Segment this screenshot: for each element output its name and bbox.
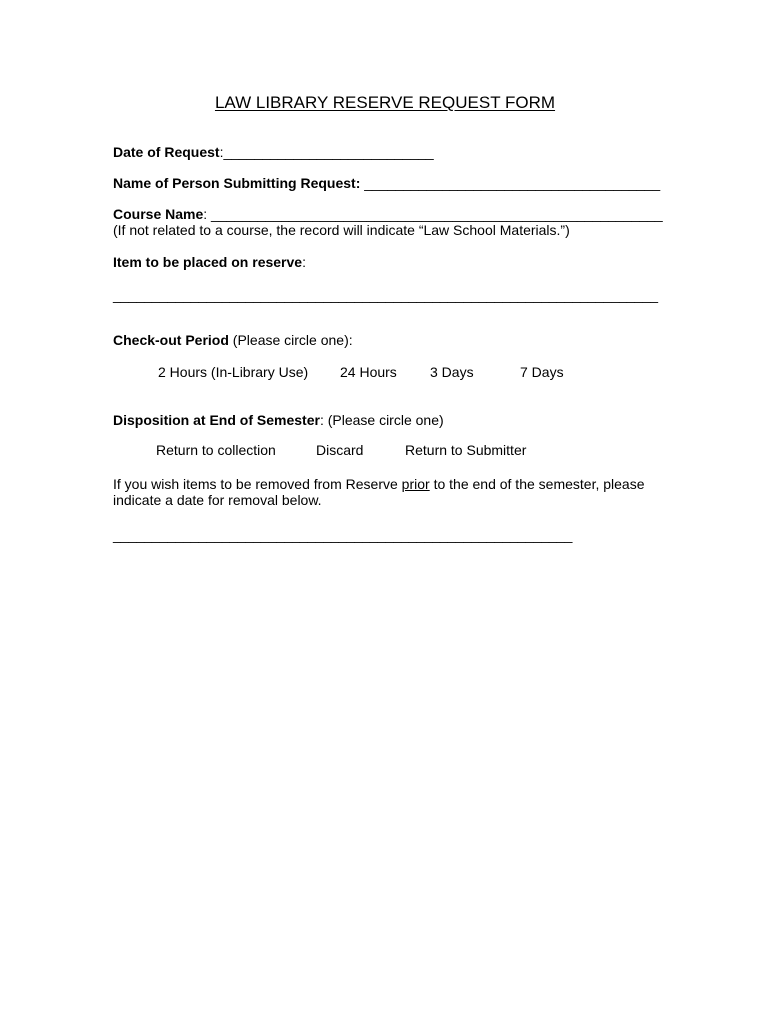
reserve-item-blank[interactable]: ______________________________________________________________________ xyxy=(113,287,659,303)
checkout-option-7-days[interactable]: 7 Days xyxy=(520,364,564,380)
disposition-row xyxy=(113,412,444,429)
date-of-request-row xyxy=(113,144,434,161)
reserve-item-colon: : xyxy=(302,254,306,270)
course-name-row xyxy=(113,206,663,223)
date-of-request-blank[interactable]: :___________________________ xyxy=(219,144,434,160)
removal-note-line2: indicate a date for removal below. xyxy=(113,492,322,508)
disposition-instruction: : (Please circle one) xyxy=(319,412,444,428)
checkout-period-row xyxy=(113,332,353,349)
checkout-option-2-hours[interactable]: 2 Hours (In-Library Use) xyxy=(158,364,309,380)
disposition-option-discard[interactable]: Discard xyxy=(316,442,364,458)
removal-date-blank[interactable]: ___________________________________________________________ xyxy=(113,527,573,543)
checkout-option-3-days[interactable]: 3 Days xyxy=(430,364,474,380)
checkout-period-label: Check-out Period xyxy=(113,332,229,348)
checkout-period-instruction: (Please circle one): xyxy=(228,332,353,348)
date-of-request-label: Date of Request xyxy=(113,144,220,160)
form-title: LAW LIBRARY RESERVE REQUEST FORM xyxy=(214,93,556,112)
disposition-option-return-to-submitter[interactable]: Return to Submitter xyxy=(405,442,527,458)
removal-note-line1 xyxy=(113,476,645,493)
submitter-name-label: Name of Person Submitting Request: xyxy=(113,175,361,191)
removal-text-prior: prior xyxy=(401,476,430,492)
checkout-option-24-hours[interactable]: 24 Hours xyxy=(340,364,397,380)
reserve-item-row xyxy=(113,254,306,271)
submitter-name-blank[interactable]: ______________________________________ xyxy=(360,175,661,191)
disposition-option-return-to-collection[interactable]: Return to collection xyxy=(156,442,276,458)
course-name-note: (If not related to a course, the record will indicate “Law School Materials.”) xyxy=(113,222,570,238)
disposition-label: Disposition at End of Semester xyxy=(113,412,320,428)
removal-text-before: If you wish items to be removed from Reserve xyxy=(113,476,402,492)
removal-text-after: to the end of the semester, please xyxy=(429,476,645,492)
submitter-name-row xyxy=(113,175,660,192)
course-name-blank[interactable]: : __________________________________________________________ xyxy=(203,206,663,222)
reserve-item-label: Item to be placed on reserve xyxy=(113,254,303,270)
course-name-label: Course Name xyxy=(113,206,204,222)
